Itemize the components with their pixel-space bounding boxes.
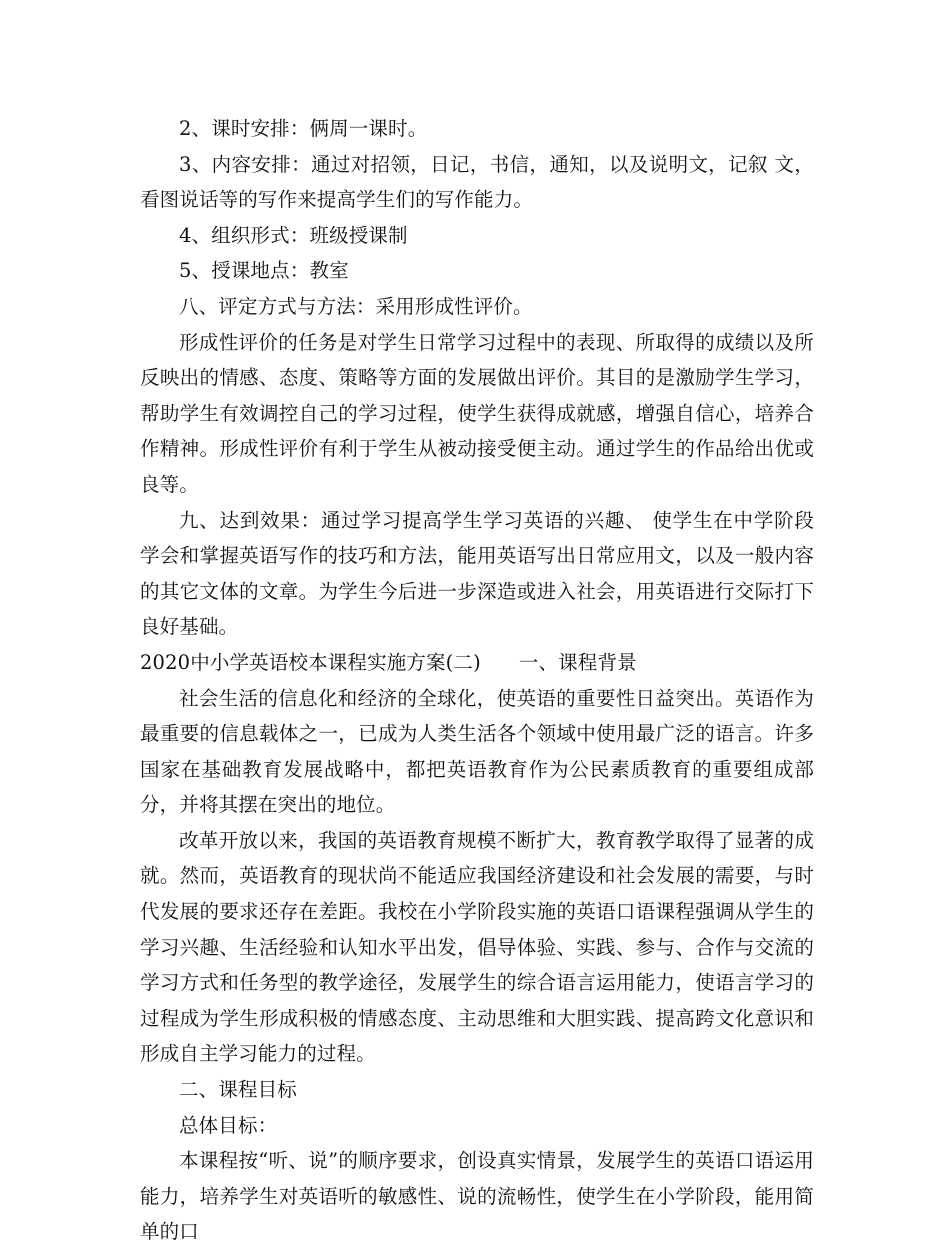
paragraph-class-location: 5、授课地点：教室 bbox=[179, 259, 349, 283]
section-title: 2020中小学英语校本课程实施方案(二) bbox=[140, 650, 481, 674]
paragraph-background-1: 社会生活的信息化和经济的全球化，使英语的重要性日益突出。英语作为最重要的信息载体之一，已成为人类生活各个领域中使用最广泛的语言。许多国家在基础教育发展战略中，都把英语教育作为公民素质教育的重要组成部分，并将其摆在突出的地位。 bbox=[140, 686, 814, 817]
section-heading bbox=[140, 645, 814, 681]
paragraph-overall-goal: 本课程按“听、说”的顺序要求，创设真实情景，发展学生的英语口语运用能力，培养学生对英语听的敏感性、说的流畅性，使学生在小学阶段，能用简单的口 bbox=[140, 1149, 814, 1244]
paragraph-overall-goal-label: 总体目标： bbox=[179, 1113, 278, 1137]
document-body bbox=[140, 111, 814, 1250]
paragraph-formative-evaluation: 形成性评价的任务是对学生日常学习过程中的表现、所取得的成绩以及所反映出的情感、态度、策略等方面的发展做出评价。其目的是激励学生学习，帮助学生有效调控自己的学习过程，使学生获得成就感，增强自信心，培养合作精神。形成性评价有利于学生从被动接受便主动。通过学生的作品给出优或良等。 bbox=[140, 330, 814, 496]
paragraph-goals-heading: 二、课程目标 bbox=[179, 1078, 297, 1102]
paragraph-content-arrangement: 3、内容安排：通过对招领，日记，书信，通知，以及说明文，记叙 文，看图说话等的写作来提高学生们的写作能力。 bbox=[140, 152, 814, 212]
paragraph-organization-form: 4、组织形式：班级授课制 bbox=[179, 223, 408, 247]
paragraph-background-2: 改革开放以来，我国的英语教育规模不断扩大，教育教学取得了显著的成就。然而，英语教育的现状尚不能适应我国经济建设和社会发展的需要，与时代发展的要求还存在差距。我校在小学阶段实施的英语口语课程强调从学生的学习兴趣、生活经验和认知水平出发，倡导体验、实践、参与、合作与交流的学习方式和任务型的教学途径，发展学生的综合语言运用能力，使语言学习的过程成为学生形成积极的情感态度、主动思维和大胆实践、提高跨文化意识和形成自主学习能力的过程。 bbox=[140, 828, 814, 1066]
section-subtitle: 一、课程背景 bbox=[518, 650, 637, 674]
paragraph-expected-effect: 九、达到效果：通过学习提高学生学习英语的兴趣、 使学生在中学阶段学会和掌握英语写作的技巧和方法，能用英语写出日常应用文，以及一般内容的其它文体的文章。为学生今后进一步深造或进入社会，用英语进行交际打下良好基础。 bbox=[140, 508, 814, 639]
paragraph-evaluation-heading: 八、评定方式与方法：采用形成性评价。 bbox=[179, 294, 533, 318]
paragraph-class-hours: 2、课时安排：俩周一课时。 bbox=[179, 117, 428, 140]
